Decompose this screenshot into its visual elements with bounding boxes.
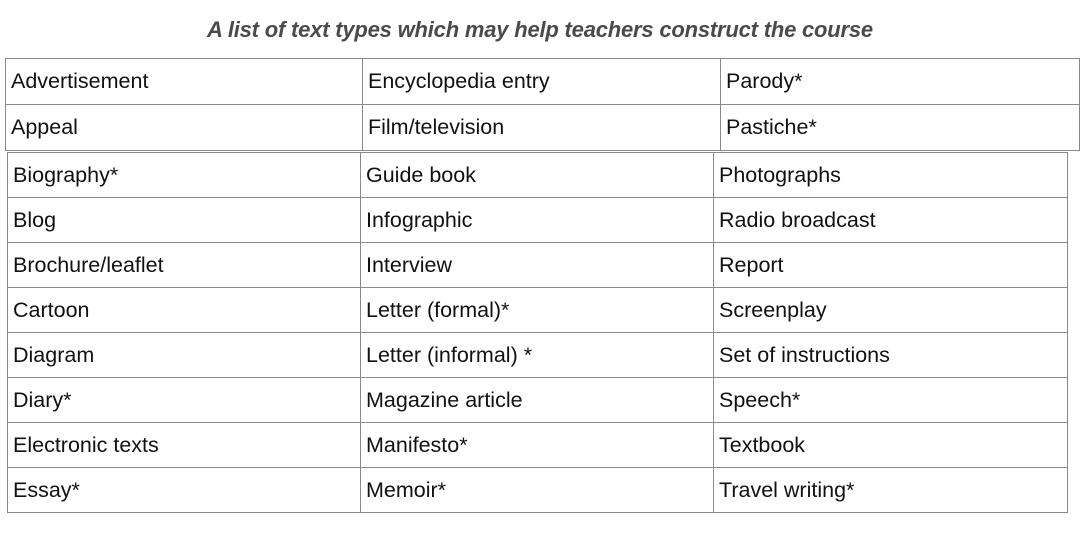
table-cell: Magazine article [361,378,714,423]
table-cell: Electronic texts [8,423,361,468]
table-cell: Parody* [721,59,1080,105]
table-row [8,288,1068,333]
table-cell: Encyclopedia entry [363,59,721,105]
table-row [8,198,1068,243]
table-cell: Screenplay [714,288,1068,333]
table-cell: Pastiche* [721,105,1080,151]
table-cell: Interview [361,243,714,288]
table-cell: Advertisement [6,59,363,105]
table-row [8,243,1068,288]
table-cell: Blog [8,198,361,243]
table-cell: Manifesto* [361,423,714,468]
table-cell: Biography* [8,153,361,198]
table-cell: Speech* [714,378,1068,423]
table-row [8,153,1068,198]
table-cell: Memoir* [361,468,714,513]
table-cell: Textbook [714,423,1068,468]
table-row [8,378,1068,423]
table-row [8,333,1068,378]
table-row [6,59,1080,105]
table-cell: Diary* [8,378,361,423]
table-cell: Brochure/leaflet [8,243,361,288]
table-cell: Letter (informal) * [361,333,714,378]
table-cell: Infographic [361,198,714,243]
table-cell: Cartoon [8,288,361,333]
table-cell: Letter (formal)* [361,288,714,333]
table-cell: Report [714,243,1068,288]
text-types-table-main [7,152,1068,513]
table-cell: Appeal [6,105,363,151]
table-cell: Film/television [363,105,721,151]
table-cell: Travel writing* [714,468,1068,513]
table-cell: Diagram [8,333,361,378]
table-cell: Essay* [8,468,361,513]
table-row [8,468,1068,513]
table-cell: Radio broadcast [714,198,1068,243]
table-caption: A list of text types which may help teachers construct the course [207,17,873,42]
table-cell: Set of instructions [714,333,1068,378]
table-cell: Guide book [361,153,714,198]
table-row [6,105,1080,151]
text-types-table-top [5,58,1080,151]
table-cell: Photographs [714,153,1068,198]
table-row [8,423,1068,468]
